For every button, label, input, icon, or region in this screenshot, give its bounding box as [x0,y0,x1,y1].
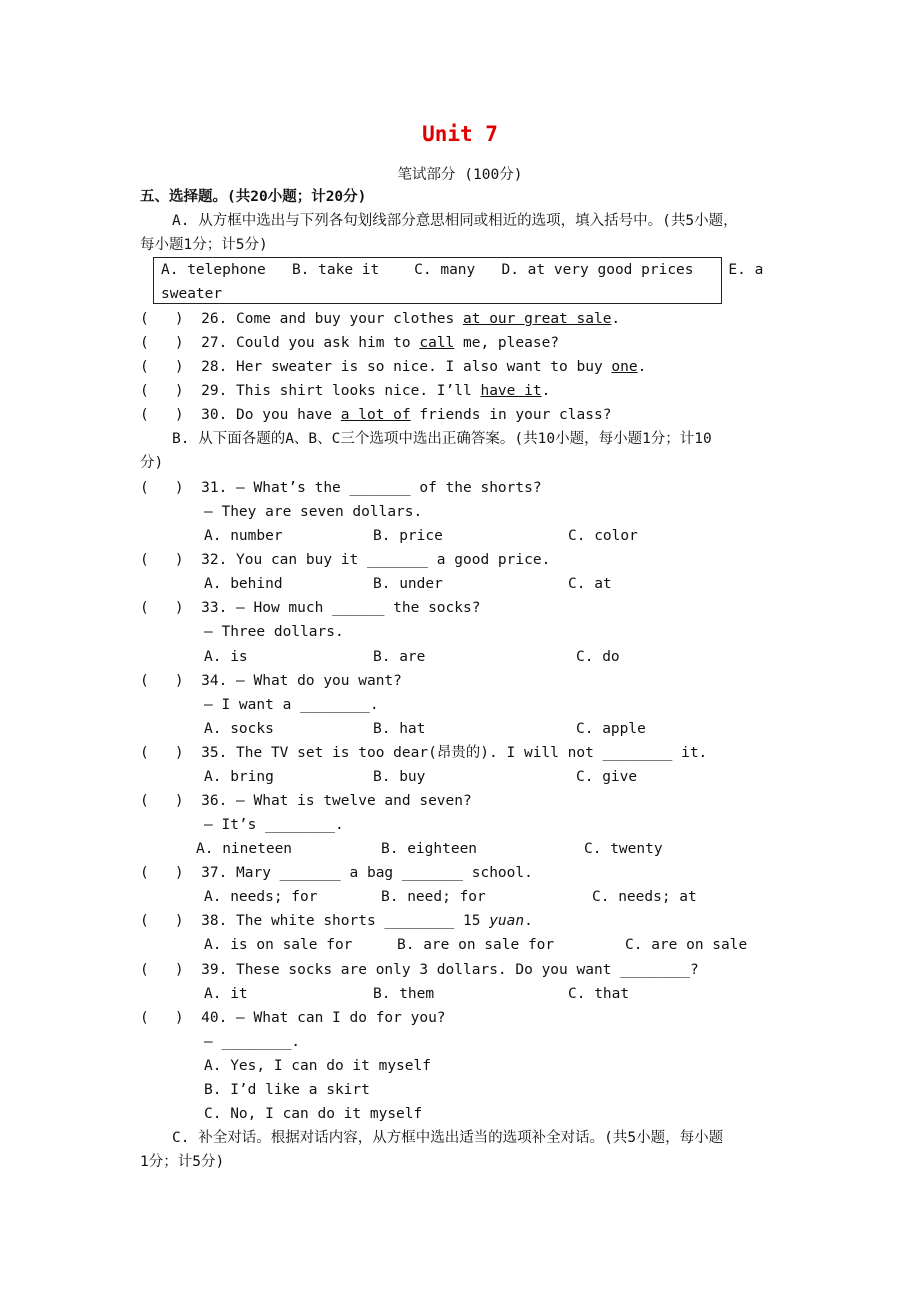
q35-option-a: A. bring [204,769,274,785]
question-text-end: . [524,913,533,929]
question-text: ( ) 29. This shirt looks nice. I’ll [140,383,481,399]
italic-word: yuan [489,913,525,929]
q39-option-b: B. them [373,986,435,1002]
q31-option-b: B. price [373,528,443,544]
q34-option-a: A. socks [204,721,274,737]
question-text: ( ) 38. The white shorts ________ 15 [140,913,490,929]
q37-option-a: A. needs; for [204,889,318,905]
question-40-reply: — ________. [204,1034,301,1050]
q40-option-c: C. No, I can do it myself [204,1106,423,1122]
question-text-end: . [541,383,551,399]
question-34: ( ) 34. — What do you want? [140,673,402,689]
question-text: ( ) 28. Her sweater is so nice. I also want to buy [140,359,612,375]
question-text-end: . [637,359,647,375]
option-box-line1: A. telephone B. take it C. many D. at very good prices E. a [161,262,764,278]
q39-option-a: A. it [204,986,248,1002]
q38-option-c: C. are on sale [625,937,748,953]
underlined-phrase: one [611,359,638,375]
question-31-reply: — They are seven dollars. [204,504,423,520]
question-30 [140,405,611,425]
question-text-end: me, please? [454,335,560,351]
q40-option-a: A. Yes, I can do it myself [204,1058,431,1074]
question-32: ( ) 32. You can buy it _______ a good price. [140,552,551,568]
question-38 [140,911,533,931]
q37-option-c: C. needs; at [592,889,697,905]
part-b-instruction-line1: B. 从下面各题的A、B、C三个选项中选出正确答案。(共10小题，每小题1分；计10 [172,431,712,447]
question-40: ( ) 40. — What can I do for you? [140,1010,446,1026]
q35-option-c: C. give [576,769,638,785]
underlined-phrase: at our great sale [463,311,612,327]
q38-option-a: A. is on sale for [204,937,353,953]
q37-option-b: B. need; for [381,889,486,905]
question-37: ( ) 37. Mary _______ a bag _______ school. [140,865,533,881]
question-29 [140,381,550,401]
question-text: ( ) 30. Do you have [140,407,341,423]
question-33-reply: — Three dollars. [204,624,344,640]
part-a-instruction-line2: 每小题1分；计5分) [140,237,268,253]
question-26 [140,309,620,329]
question-text-end: friends in your class? [410,407,612,423]
q32-option-c: C. at [568,576,612,592]
q39-option-c: C. that [568,986,630,1002]
question-28 [140,357,646,377]
question-36: ( ) 36. — What is twelve and seven? [140,793,472,809]
part-c-instruction-line2: 1分；计5分) [140,1154,225,1170]
q36-option-a: A. nineteen [196,841,293,857]
q36-option-b: B. eighteen [381,841,478,857]
q33-option-b: B. are [373,649,426,665]
question-34-reply: — I want a ________. [204,697,379,713]
q31-option-a: A. number [204,528,283,544]
question-text: ( ) 27. Could you ask him to [140,335,420,351]
underlined-phrase: a lot of [340,407,411,423]
q40-option-b: B. I’d like a skirt [204,1082,370,1098]
page-title: Unit 7 [422,122,498,146]
q33-option-a: A. is [204,649,248,665]
q32-option-b: B. under [373,576,443,592]
question-36-reply: — It’s ________. [204,817,344,833]
underlined-phrase: call [419,335,455,351]
option-box-line2: sweater [161,286,223,302]
q36-option-c: C. twenty [584,841,663,857]
q34-option-b: B. hat [373,721,426,737]
question-35: ( ) 35. The TV set is too dear(昂贵的). I will not ________ it. [140,745,708,761]
section-heading: 五、选择题。(共20小题；计20分) [140,189,367,205]
page-subtitle: 笔试部分 (100分) [397,167,523,183]
question-text: ( ) 26. Come and buy your clothes [140,311,464,327]
q35-option-b: B. buy [373,769,426,785]
part-b-instruction-line2: 分) [140,455,164,471]
question-39: ( ) 39. These socks are only 3 dollars. Do you want ________? [140,962,699,978]
underlined-phrase: have it [480,383,542,399]
question-33: ( ) 33. — How much ______ the socks? [140,600,481,616]
q32-option-a: A. behind [204,576,283,592]
q33-option-c: C. do [576,649,620,665]
question-27 [140,333,559,353]
question-31: ( ) 31. — What’s the _______ of the shorts? [140,480,542,496]
part-a-instruction-line1: A. 从方框中选出与下列各句划线部分意思相同或相近的选项，填入括号中。(共5小题， [172,213,738,229]
q34-option-c: C. apple [576,721,646,737]
part-c-instruction-line1: C. 补全对话。根据对话内容，从方框中选出适当的选项补全对话。(共5小题，每小题 [172,1130,724,1146]
question-text-end: . [611,311,621,327]
q31-option-c: C. color [568,528,638,544]
q38-option-b: B. are on sale for [397,937,555,953]
